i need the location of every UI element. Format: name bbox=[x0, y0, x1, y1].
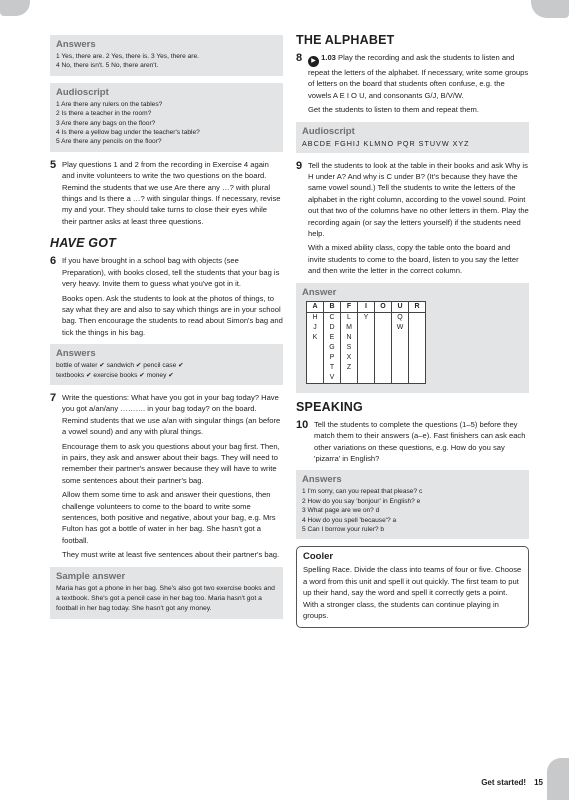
corner-splat-top-left bbox=[0, 0, 30, 16]
table-cell bbox=[409, 363, 426, 373]
table-cell: J bbox=[307, 323, 324, 333]
table-cell bbox=[358, 333, 375, 343]
table-cell bbox=[375, 353, 392, 363]
play-icon[interactable]: ▶ bbox=[308, 56, 319, 67]
table-cell bbox=[409, 323, 426, 333]
table-cell bbox=[392, 333, 409, 343]
audioscript-box-2 bbox=[296, 122, 529, 153]
table-row bbox=[307, 373, 426, 384]
step-9 bbox=[296, 160, 529, 280]
table-cell: Y bbox=[358, 312, 375, 323]
step-number: 7 bbox=[50, 391, 57, 404]
answer-title: Answer bbox=[302, 286, 337, 298]
table-row bbox=[307, 312, 426, 323]
step-5 bbox=[50, 159, 283, 230]
table-cell bbox=[409, 353, 426, 363]
table-cell bbox=[375, 312, 392, 323]
table-cell bbox=[358, 343, 375, 353]
table-cell: Z bbox=[341, 363, 358, 373]
table-cell: X bbox=[341, 353, 358, 363]
answer-line: 3 What page are we on? d bbox=[302, 507, 380, 515]
table-header-cell: F bbox=[341, 301, 358, 312]
step-8 bbox=[296, 52, 529, 119]
section-heading-alphabet: THE ALPHABET bbox=[296, 33, 395, 47]
alphabet-table bbox=[306, 301, 426, 384]
table-header-cell: A bbox=[307, 301, 324, 312]
answer-line: textbooks ✔ exercise books ✔ money ✔ bbox=[56, 371, 174, 379]
track-number: 1.03 bbox=[321, 53, 336, 62]
table-row bbox=[307, 353, 426, 363]
page-footer bbox=[481, 778, 543, 787]
step-text: Play questions 1 and 2 from the recording in Exercise 4 again and invite volunteers to write the two questions on the board. Remind the students that we use Are there any …? with plural things and Is there a …? with singular things. If necessary, revise my and your. They should take turns to close their eyes while their partner asks at least three questions. bbox=[62, 159, 281, 226]
table-cell bbox=[392, 343, 409, 353]
answers-title: Answers bbox=[56, 348, 96, 360]
table-cell: E bbox=[324, 333, 341, 343]
answers-title: Answers bbox=[56, 39, 96, 50]
section-heading-have-got: HAVE GOT bbox=[50, 236, 116, 251]
corner-splat-bottom-right bbox=[547, 758, 569, 800]
table-cell bbox=[392, 363, 409, 373]
audioscript-box-1 bbox=[50, 83, 283, 152]
table-cell bbox=[358, 323, 375, 333]
table-cell bbox=[307, 373, 324, 384]
table-cell bbox=[307, 363, 324, 373]
step-paragraph: They must write at least five sentences about their partner's bag. bbox=[62, 550, 280, 560]
cooler-title: Cooler bbox=[303, 551, 334, 563]
step-number: 5 bbox=[50, 158, 57, 171]
table-cell bbox=[392, 353, 409, 363]
section-heading-speaking: SPEAKING bbox=[296, 399, 363, 414]
answer-table-box bbox=[296, 283, 529, 393]
step-number: 6 bbox=[50, 255, 57, 268]
corner-splat-top-right bbox=[531, 0, 569, 18]
table-cell: M bbox=[341, 323, 358, 333]
step-paragraph: If you have brought in a school bag with objects (see Preparation), with books closed, tell the students that your bag is very heavy. Invite them to guess what you've got in it. bbox=[62, 256, 280, 289]
audioscript-line: 4 Is there a yellow bag under the teacher's table? bbox=[56, 129, 200, 137]
table-cell: D bbox=[324, 323, 341, 333]
table-cell: K bbox=[307, 333, 324, 343]
step-paragraph: Allow them some time to ask and answer their questions, then challenge volunteers to come to the board to write some sentences, both positive and negative, about your bag, e.g. Mrs Fulton has got a bottle of water in her bag. She hasn't got a football. bbox=[62, 490, 276, 545]
audioscript-title: Audioscript bbox=[56, 86, 109, 98]
step-6 bbox=[50, 255, 283, 341]
cooler-box bbox=[296, 546, 529, 628]
table-cell bbox=[409, 333, 426, 343]
page-number: 15 bbox=[534, 778, 543, 787]
answer-line: 4 No, there isn't. 5 No, there aren't. bbox=[56, 62, 159, 70]
table-cell bbox=[375, 333, 392, 343]
table-row bbox=[307, 333, 426, 343]
table-cell bbox=[375, 363, 392, 373]
table-row bbox=[307, 343, 426, 353]
answers-box-2 bbox=[50, 344, 283, 385]
table-cell bbox=[358, 373, 375, 384]
table-cell: P bbox=[324, 353, 341, 363]
table-cell: H bbox=[307, 312, 324, 323]
step-7 bbox=[50, 392, 283, 564]
answer-line: 2 How do you say 'bonjour' in English? e bbox=[302, 497, 421, 505]
footer-label: Get started! bbox=[481, 778, 527, 787]
cooler-text: Spelling Race. Divide the class into teams of four or five. Choose a word from this unit and spell it out quickly. The first team to put up their hand, say the word and spell it correctly gets a point. With a stronger class, the students can continue playing in groups. bbox=[303, 565, 522, 620]
table-cell bbox=[392, 373, 409, 384]
table-header-cell: B bbox=[324, 301, 341, 312]
answer-line: 1 Yes, there are. 2 Yes, there is. 3 Yes, there are. bbox=[56, 53, 199, 60]
audioscript-line: 1 Are there any rulers on the tables? bbox=[56, 100, 163, 108]
sample-answer-title: Sample answer bbox=[56, 570, 126, 582]
table-cell bbox=[375, 323, 392, 333]
table-row bbox=[307, 323, 426, 333]
table-cell bbox=[375, 373, 392, 384]
answer-line: 5 Can I borrow your ruler? b bbox=[302, 525, 385, 533]
table-cell bbox=[358, 353, 375, 363]
audioscript-line: 2 Is there a teacher in the room? bbox=[56, 110, 152, 118]
step-paragraph: Write the questions: What have you got in your bag today? Have you got a/an/any ………. in your bag today? on the board. Remind students that we use a/an with singular things (an before a vowel sound) and any with plural things. bbox=[62, 392, 281, 437]
table-cell bbox=[358, 363, 375, 373]
table-cell: S bbox=[341, 343, 358, 353]
answers-box-3 bbox=[296, 470, 529, 539]
table-header-cell: R bbox=[409, 301, 426, 312]
step-number: 8 bbox=[296, 52, 303, 64]
table-header-cell: I bbox=[358, 301, 375, 312]
step-text: Tell the students to complete the questions (1–5) before they match them to their answers (a–e). Fast finishers can ask each other variations on these questions, e.g. How do you say 'pizarra' in English? bbox=[314, 419, 526, 463]
table-header-cell: O bbox=[375, 301, 392, 312]
step-10 bbox=[296, 419, 529, 468]
left-column bbox=[50, 35, 283, 626]
table-cell: G bbox=[324, 343, 341, 353]
step-paragraph: Tell the students to look at the table in their books and ask Why is H under A? And why is C under B? (It's because they have the same vowel sound.) Tell the students to write the letters of the alphabet in the right column, according to the vowel sound. Point out that two of the columns have no other letters in them. Play the recording again (or say the letters yourself) if the students need help. bbox=[308, 160, 529, 239]
answers-box-1 bbox=[50, 35, 283, 76]
sample-answer-text: Maria has got a phone in her bag. She's also got two exercise books and a textbook. She's got a pencil case in her bag too. Maria hasn't got a football in her bag today. She hasn't got any money. bbox=[56, 584, 275, 612]
table-cell: N bbox=[341, 333, 358, 343]
step-paragraph: Play the recording and ask the students to listen and repeat the letters of the alphabet. If necessary, write some groups of letters on the board that students often confuse, e.g. the vowels A E I O U, and consonants G/J, B/V/W. bbox=[308, 53, 529, 100]
table-row bbox=[307, 363, 426, 373]
table-cell bbox=[409, 312, 426, 323]
table-cell: W bbox=[392, 323, 409, 333]
table-cell bbox=[341, 373, 358, 384]
table-cell: V bbox=[324, 373, 341, 384]
table-cell bbox=[409, 373, 426, 384]
step-number: 10 bbox=[296, 418, 309, 431]
audioscript-line: 3 Are there any bags on the floor? bbox=[56, 119, 156, 127]
table-cell bbox=[307, 343, 324, 353]
step-paragraph: Get the students to listen to them and repeat them. bbox=[308, 105, 479, 115]
answer-line: 1 I'm sorry, can you repeat that please? c bbox=[302, 488, 423, 496]
table-cell bbox=[375, 343, 392, 353]
step-paragraph: Books open. Ask the students to look at the photos of things, to say what they are and also to say which things are in your school bag. Then encourage the students to read about Simon's bag and tick the things in his bag. bbox=[62, 293, 283, 337]
answer-line: bottle of water ✔ sandwich ✔ pencil case ✔ bbox=[56, 362, 184, 370]
right-column bbox=[296, 33, 529, 628]
table-cell bbox=[409, 343, 426, 353]
table-cell: T bbox=[324, 363, 341, 373]
answer-line: 4 How do you spell 'because'? a bbox=[302, 516, 397, 524]
table-cell: C bbox=[324, 312, 341, 323]
sample-answer-box bbox=[50, 567, 283, 619]
alphabet-audioscript: ABCDE FGHIJ KLMNO PQR STUVW XYZ bbox=[302, 138, 470, 148]
table-cell: L bbox=[341, 312, 358, 323]
step-number: 9 bbox=[296, 159, 303, 172]
step-paragraph: Encourage them to ask you questions about your bag first. Then, in pairs, they ask and answer about their bags. They will need to remember their partner's answer because they will have to write some sentences about their partner's bag. bbox=[62, 441, 280, 485]
table-header-cell: U bbox=[392, 301, 409, 312]
audioscript-title: Audioscript bbox=[302, 125, 355, 137]
step-paragraph: With a mixed ability class, copy the table onto the board and invite students to come to the board, listen to you say the letter and then write the letter in the correct column. bbox=[308, 243, 519, 276]
table-cell: Q bbox=[392, 312, 409, 323]
table-cell bbox=[307, 353, 324, 363]
audioscript-line: 5 Are there any pencils on the floor? bbox=[56, 138, 162, 146]
answers-title: Answers bbox=[302, 474, 342, 486]
